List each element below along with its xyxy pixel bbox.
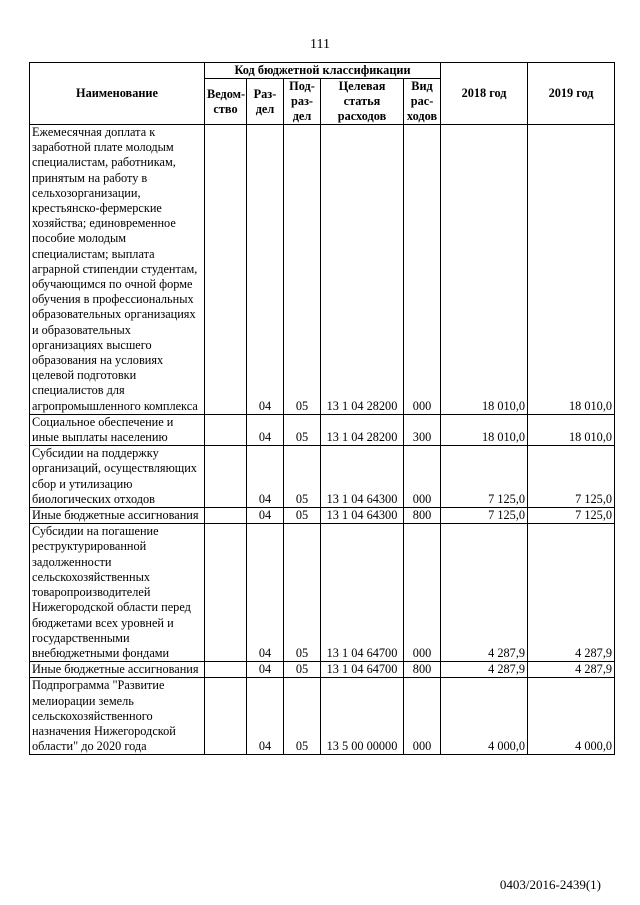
row-2018: 7 125,0 — [441, 508, 528, 524]
row-razdel: 04 — [247, 414, 284, 445]
row-2018: 4 287,9 — [441, 524, 528, 662]
row-2019: 18 010,0 — [528, 125, 615, 415]
row-2019: 18 010,0 — [528, 414, 615, 445]
table-row — [30, 446, 615, 508]
header-target: Целевая статья расходов — [321, 79, 404, 125]
row-name: Субсидии на поддержку организаций, осуществляющих сбор и утилизацию биологических отходов — [30, 446, 205, 508]
row-name: Иные бюджетные ассигнования — [30, 508, 205, 524]
row-2019: 4 287,9 — [528, 524, 615, 662]
row-vedomstvo — [205, 446, 247, 508]
row-target: 13 1 04 28200 — [321, 125, 404, 415]
row-2018: 4 287,9 — [441, 662, 528, 678]
row-name: Социальное обеспечение и иные выплаты населению — [30, 414, 205, 445]
row-target: 13 1 04 64700 — [321, 662, 404, 678]
table-header — [30, 63, 615, 125]
table-row — [30, 662, 615, 678]
header-2019: 2019 год — [528, 63, 615, 125]
row-vedomstvo — [205, 414, 247, 445]
header-name: Наименование — [30, 63, 205, 125]
table-row — [30, 524, 615, 662]
row-podrazdel: 05 — [284, 662, 321, 678]
row-vedomstvo — [205, 662, 247, 678]
row-2019: 7 125,0 — [528, 508, 615, 524]
row-vedomstvo — [205, 678, 247, 755]
row-2019: 7 125,0 — [528, 446, 615, 508]
header-vedomstvo: Ведом-ство — [205, 79, 247, 125]
header-2018: 2018 год — [441, 63, 528, 125]
row-target: 13 5 00 00000 — [321, 678, 404, 755]
header-vid: Вид рас-ходов — [404, 79, 441, 125]
row-vedomstvo — [205, 508, 247, 524]
row-target: 13 1 04 28200 — [321, 414, 404, 445]
table-row — [30, 414, 615, 445]
header-code-group: Код бюджетной классификации — [205, 63, 441, 79]
row-target: 13 1 04 64300 — [321, 446, 404, 508]
row-vid: 000 — [404, 678, 441, 755]
row-podrazdel: 05 — [284, 446, 321, 508]
budget-table — [29, 62, 615, 755]
row-name: Подпрограмма "Развитие мелиорации земель сельскохозяйственного назначения Нижегородской области" до 2020 года — [30, 678, 205, 755]
row-vid: 300 — [404, 414, 441, 445]
row-razdel: 04 — [247, 662, 284, 678]
row-podrazdel: 05 — [284, 508, 321, 524]
row-vid: 000 — [404, 446, 441, 508]
document-code: 0403/2016-2439(1) — [499, 877, 601, 892]
row-podrazdel: 05 — [284, 125, 321, 415]
row-razdel: 04 — [247, 508, 284, 524]
table-row — [30, 678, 615, 755]
header-podrazdel: Под-раз-дел — [284, 79, 321, 125]
row-name: Субсидии на погашение реструктурированной задолженности сельскохозяйственных товаропроизводителей Нижегородской области перед бюджетами всех уровней и государственными внебюджетными фондами — [30, 524, 205, 662]
row-podrazdel: 05 — [284, 678, 321, 755]
row-name: Иные бюджетные ассигнования — [30, 662, 205, 678]
row-2018: 7 125,0 — [441, 446, 528, 508]
row-razdel: 04 — [247, 446, 284, 508]
row-vid: 800 — [404, 662, 441, 678]
row-2018: 18 010,0 — [441, 414, 528, 445]
row-2018: 4 000,0 — [441, 678, 528, 755]
row-razdel: 04 — [247, 524, 284, 662]
row-vedomstvo — [205, 125, 247, 415]
row-2018: 18 010,0 — [441, 125, 528, 415]
row-vid: 800 — [404, 508, 441, 524]
row-2019: 4 287,9 — [528, 662, 615, 678]
row-vedomstvo — [205, 524, 247, 662]
row-name: Ежемесячная доплата к заработной плате молодым специалистам, работникам, принятым на работу в сельхозорганизации, крестьянско-фермерские хозяйства; единовременное пособие молодым специалистам; выплата аграрной стипендии студентам, обучающимся по очной форме обучения в профессиональных образовательных организациях и образовательных организациях высшего образования на условиях целевой подготовки специалистов для агропромышленного комплекса — [30, 125, 205, 415]
row-2019: 4 000,0 — [528, 678, 615, 755]
row-vid: 000 — [404, 125, 441, 415]
row-podrazdel: 05 — [284, 524, 321, 662]
table-row — [30, 508, 615, 524]
header-razdel: Раз-дел — [247, 79, 284, 125]
row-razdel: 04 — [247, 125, 284, 415]
page-number: 111 — [310, 37, 330, 52]
row-vid: 000 — [404, 524, 441, 662]
row-target: 13 1 04 64700 — [321, 524, 404, 662]
table-row — [30, 125, 615, 415]
row-target: 13 1 04 64300 — [321, 508, 404, 524]
row-podrazdel: 05 — [284, 414, 321, 445]
row-razdel: 04 — [247, 678, 284, 755]
